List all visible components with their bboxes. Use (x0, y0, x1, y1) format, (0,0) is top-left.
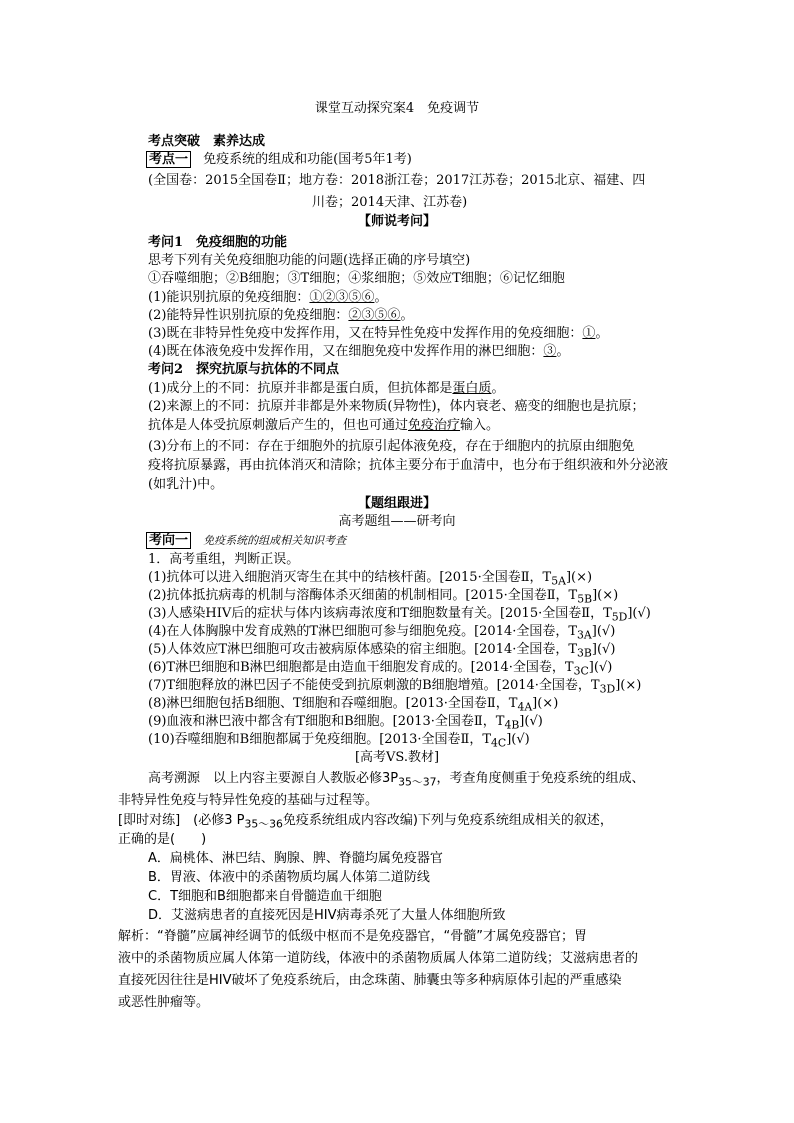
item-sub: 3D (599, 682, 616, 696)
q2-p1 (148, 380, 504, 397)
q1-item-end: 。 (595, 326, 609, 341)
q2-p2-line1: (2)来源上的不同：抗原并非都是外来物质(异物性)，体内衰老、癌变的细胞也是抗原； (148, 399, 645, 414)
practice-line1 (118, 812, 613, 833)
item-text: (8)淋巴细胞包括B细胞、T细胞和吞噬细胞。[2013·全国卷Ⅱ，T (148, 696, 518, 711)
analysis-line2: 液中的杀菌物质应属人体第一道防线，体液中的杀菌物质属人体第二道防线；艾滋病患者的 (118, 951, 639, 966)
trace-line2: 非特异性免疫与特异性免疫的基础与过程等。 (118, 793, 379, 808)
q1-item-question: (2)能特异性识别抗原的免疫细胞： (148, 308, 349, 323)
item-text: (9)血液和淋巴液中都含有T细胞和B细胞。[2013·全国卷Ⅱ，T (148, 714, 505, 729)
q2-p2-answer: 免疫治疗 (408, 418, 461, 433)
q1-item (148, 325, 608, 342)
q1-item (148, 307, 413, 324)
item-end: ](×) (615, 678, 642, 693)
item-sub: 3A (577, 628, 592, 642)
practice-option-d: D．艾滋病患者的直接死因是HIV病毒杀死了大量人体细胞所致 (148, 908, 506, 923)
kaodian-source-line2: 川卷；2014天津、江苏卷) (312, 195, 468, 210)
item-end: ](√) (591, 642, 616, 657)
q1-intro: 思考下列有关免疫细胞功能的问题(选择正确的序号填空) (148, 253, 471, 268)
group-section-title: 【题组跟进】 (357, 496, 436, 511)
item-sub: 5D (611, 610, 628, 624)
item-text: (1)抗体可以进入细胞消灭寄生在其中的结核杆菌。[2015·全国卷Ⅱ，T (148, 570, 552, 585)
item-sub: 4B (504, 718, 520, 732)
q2-p1-text: (1)成分上的不同：抗原并非都是蛋白质，但抗体都是 (148, 381, 453, 396)
kaodian-tag: 考点一 (146, 151, 191, 168)
q1-item-question: (3)既在非特异性免疫中发挥作用，又在特异性免疫中发挥作用的免疫细胞： (148, 326, 583, 341)
item-sub: 4C (491, 736, 507, 750)
q1-item-question: (1)能识别抗原的免疫细胞： (148, 290, 310, 305)
trace-line1 (148, 770, 645, 791)
q1-item-end: 。 (374, 290, 388, 305)
practice-text-post: 免疫系统组成内容改编)下列与免疫系统组成相关的叙述， (282, 813, 613, 828)
kaodian-source-line1: (全国卷：2015全国卷Ⅱ；地方卷：2018浙江卷；2017江苏卷；2015北京、福建、四 (148, 173, 646, 188)
analysis-line4: 或恶性肿瘤等。 (118, 995, 210, 1010)
q1-item (148, 343, 569, 360)
kaodian-heading-line (146, 151, 412, 168)
trace-text: 高考溯源 以上内容主要源自人教版必修3P (148, 771, 399, 786)
item-end: ](√) (588, 660, 613, 675)
exercise1-title: 1．高考重组，判断正误。 (148, 552, 300, 567)
q2-title: 考问2 探究抗原与抗体的不同点 (148, 362, 340, 377)
practice-option-a: A．扁桃体、淋巴结、胸腺、脾、脊髓均属免疫器官 (148, 851, 443, 866)
practice-option-c: C．T细胞和B细胞都来自骨髓造血干细胞 (148, 889, 382, 904)
item-end: ](√) (627, 606, 651, 621)
item-sub: 5A (551, 574, 566, 588)
q2-p2-line2 (148, 417, 499, 434)
kaoxiang-tag: 考向一 (146, 532, 191, 549)
q2-p3-line3: (如乳汁)中。 (148, 477, 224, 492)
practice-text: [即时对练] (必修3 P (118, 813, 245, 828)
kaodian-heading: 免疫系统的组成和功能(国考5年1考) (203, 152, 412, 167)
vs-title: [高考VS.教材] (354, 750, 440, 765)
practice-line2: 正确的是( ) (118, 832, 207, 847)
item-text: (2)抗体抵抗病毒的机制与溶酶体杀灭细菌的机制相同。[2015·全国卷Ⅱ，T (148, 588, 578, 603)
item-text: (10)吞噬细胞和B细胞都属于免疫细胞。[2013·全国卷Ⅱ，T (148, 732, 492, 747)
q1-item-answer: ① (582, 326, 596, 341)
group-subtitle: 高考题组——研考向 (338, 514, 456, 529)
item-sub: 4A (517, 700, 533, 714)
trace-sub: 35～37 (398, 775, 437, 789)
trace-text-post: ，考查角度侧重于免疫系统的组成、 (436, 771, 645, 786)
q1-item-end: 。 (556, 344, 570, 359)
practice-option-b: B．胃液、体液中的杀菌物质均属人体第二道防线 (148, 870, 430, 885)
analysis-line1: 解析：“脊髓”应属神经调节的低级中枢而不是免疫器官，“骨髓”才属免疫器官；胃 (118, 929, 587, 944)
q1-options: ①吞噬细胞；②B细胞；③T细胞；④浆细胞；⑤效应T细胞；⑥记忆细胞 (148, 271, 565, 286)
q2-p1-end: 。 (491, 381, 505, 396)
item-text: (5)人体效应T淋巴细胞可攻击被病原体感染的宿主细胞。[2014·全国卷，T (148, 642, 578, 657)
item-end: ](√) (506, 732, 530, 747)
kaoxiang-heading: 免疫系统的组成相关知识考查 (203, 534, 347, 547)
teacher-section-title: 【师说考问】 (357, 214, 436, 229)
page-title: 课堂互动探究案4 免疫调节 (314, 101, 480, 116)
item-sub: 5B (577, 592, 593, 606)
q1-item-answer: ①②③⑤⑥ (309, 290, 375, 305)
item-end: ](×) (532, 696, 559, 711)
item-text: (3)人感染HIV后的症状与体内该病毒浓度和T细胞数量有关。[2015·全国卷Ⅱ，T (148, 606, 612, 621)
q2-p2-end: 输入。 (460, 418, 500, 433)
section-header: 考点突破 素养达成 (148, 134, 266, 149)
item-end: ](√) (519, 714, 543, 729)
item-text: (6)T淋巴细胞和B淋巴细胞都是由造血干细胞发育成的。[2014·全国卷，T (148, 660, 574, 675)
q2-p3-line1: (3)分布上的不同：存在于细胞外的抗原引起体液免疫，存在于细胞内的抗原由细胞免 (148, 439, 635, 454)
item-text: (4)在人体胸腺中发育成熟的T淋巴细胞可参与细胞免疫。[2014·全国卷，T (148, 624, 578, 639)
q1-item-end: 。 (400, 308, 414, 323)
q2-p1-answer: 蛋白质 (452, 381, 492, 396)
item-text: (7)T细胞释放的淋巴因子不能使受到抗原刺激的B细胞增殖。[2014·全国卷，T (148, 678, 600, 693)
q2-p2-text: 抗体是人体受抗原刺激后产生的，但也可通过 (148, 418, 409, 433)
q2-p3-line2: 疫将抗原暴露，再由抗体消灭和清除；抗体主要分布于血清中，也分布于组织液和外分泌液 (148, 458, 669, 473)
q1-item-question: (4)既在体液免疫中发挥作用，又在细胞免疫中发挥作用的淋巴细胞： (148, 344, 544, 359)
item-end: ](×) (565, 570, 593, 585)
q1-item-answer: ③ (543, 344, 557, 359)
item-sub: 3C (573, 664, 589, 678)
q1-title: 考问1 免疫细胞的功能 (148, 235, 288, 250)
q1-item-answer: ②③⑤⑥ (348, 308, 401, 323)
kaoxiang-heading-line (146, 532, 346, 549)
practice-sub: 35～36 (244, 817, 283, 831)
item-sub: 3B (577, 646, 592, 660)
item-end: ](×) (592, 588, 619, 603)
item-end: ](√) (591, 624, 616, 639)
analysis-line3: 直接死因往往是HIV破坏了免疫系统后，由念珠菌、肺囊虫等多种病原体引起的严重感染 (118, 973, 622, 988)
q1-item (148, 289, 387, 306)
